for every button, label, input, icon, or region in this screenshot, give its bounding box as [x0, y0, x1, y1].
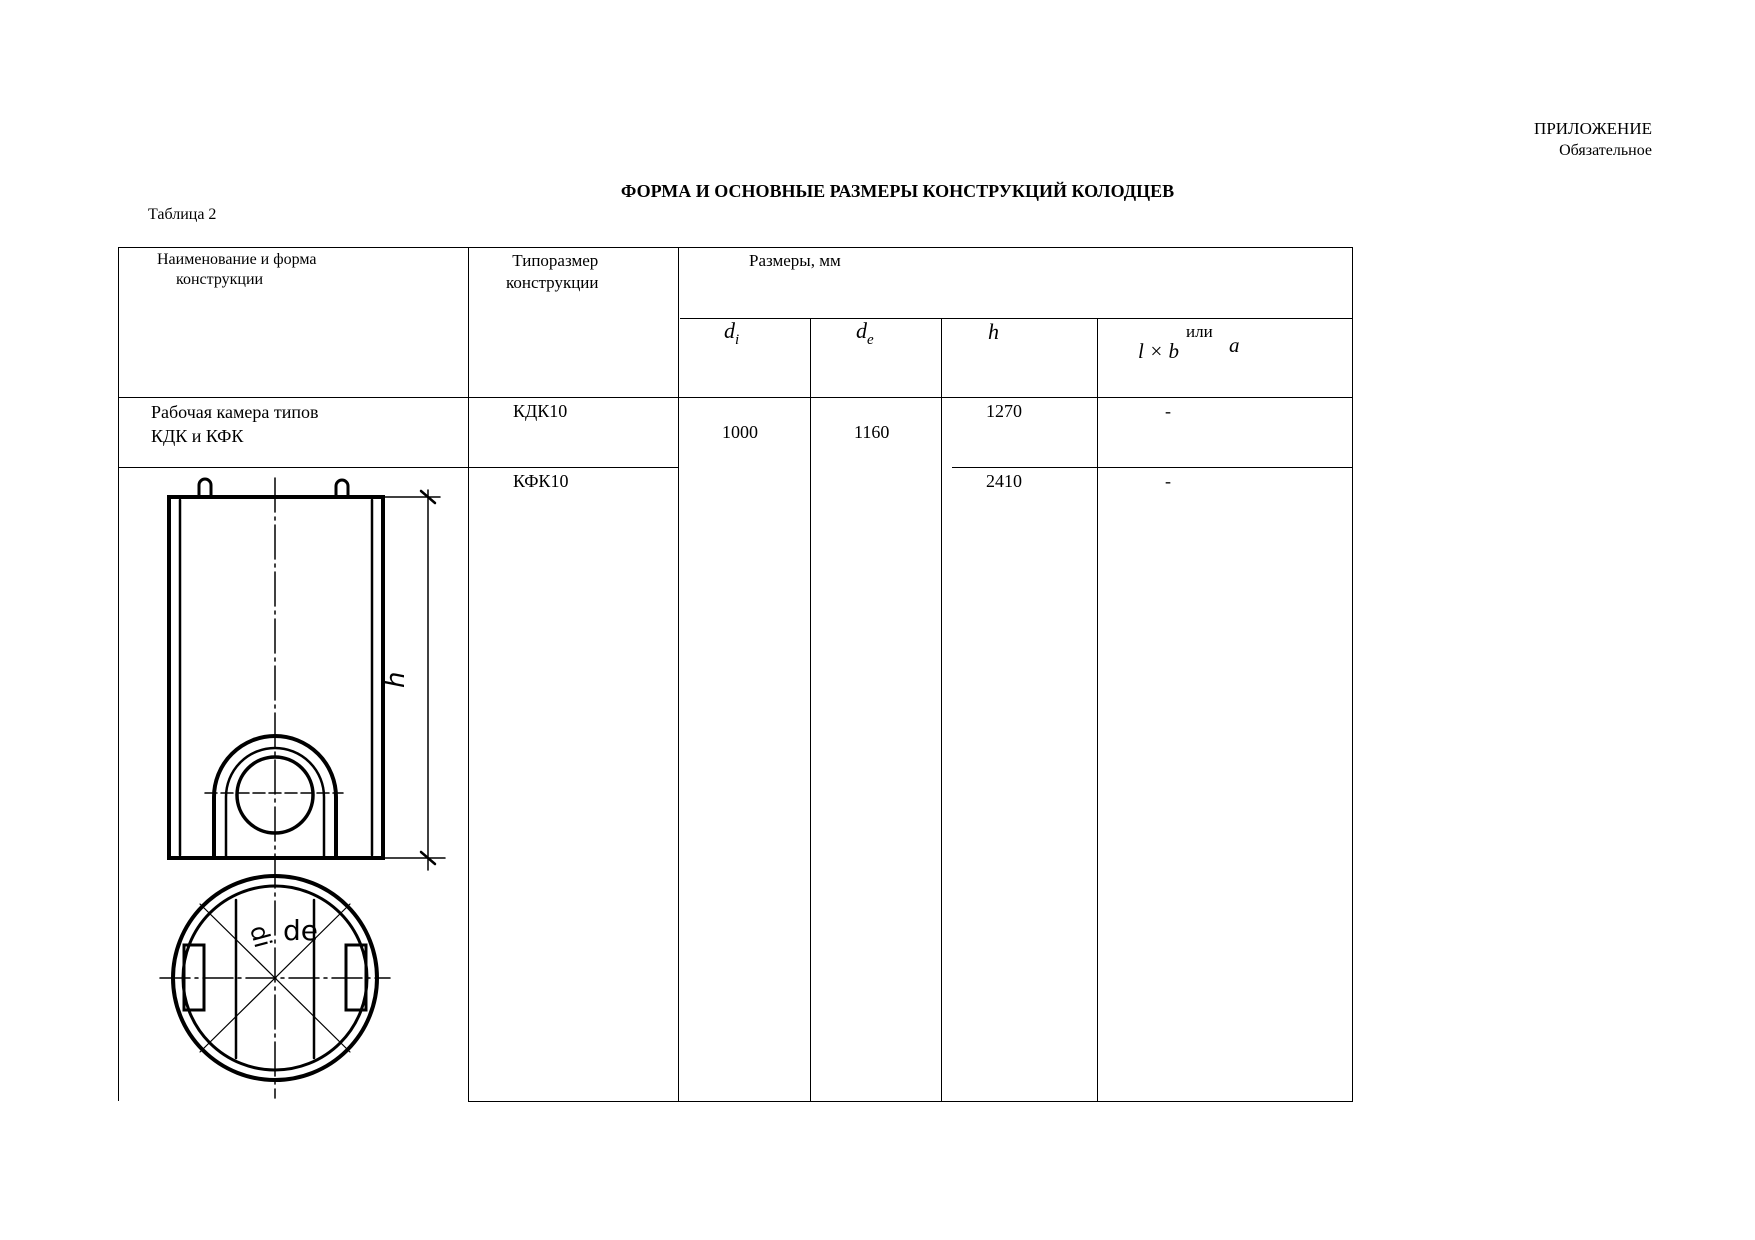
value-h-kdk10: 1270 — [986, 401, 1022, 421]
header-name — [157, 250, 316, 290]
header-de-base: d — [856, 318, 867, 343]
header-de-sub: e — [867, 332, 874, 348]
value-de: 1160 — [854, 422, 890, 442]
header-bottom-border — [118, 397, 1352, 398]
name-column-border — [468, 247, 469, 1102]
chamber-drawing — [150, 470, 460, 1100]
header-name-line1: Наименование и форма — [157, 251, 317, 268]
appendix-title: ПРИЛОЖЕНИЕ — [1534, 119, 1652, 138]
header-h: h — [988, 319, 999, 344]
value-h-kfk10: 2410 — [986, 471, 1022, 491]
table-left-border — [118, 247, 119, 1101]
table-bottom-border — [468, 1101, 1352, 1102]
header-a: a — [1229, 333, 1240, 357]
header-name-line2: конструкции — [176, 271, 264, 288]
page-title: ФОРМА И ОСНОВНЫЕ РАЗМЕРЫ КОНСТРУКЦИЙ КОЛОДЦЕВ — [620, 181, 1175, 201]
header-ili: или — [1186, 322, 1213, 341]
drawing-label-h: h — [381, 671, 411, 688]
de-column-border — [941, 318, 942, 1102]
header-dimensions: Размеры, мм — [749, 251, 841, 270]
di-column-border — [810, 318, 811, 1102]
type-column-border — [678, 247, 679, 1102]
row-divider-left — [118, 467, 678, 468]
header-lxb: l × b — [1138, 339, 1180, 363]
row-name-line1: Рабочая камера типов — [151, 402, 319, 422]
drawing-label-de: de — [283, 914, 318, 947]
row-divider-right — [952, 467, 1352, 468]
value-lb-kfk10: - — [1165, 471, 1171, 491]
value-lb-kdk10: - — [1165, 401, 1171, 421]
header-type — [506, 250, 599, 294]
appendix-status: Обязательное — [1559, 142, 1652, 159]
row-name-line2: КДК и КФК — [151, 426, 244, 446]
value-di: 1000 — [722, 422, 758, 442]
table-right-border — [1352, 247, 1353, 1102]
dimensions-subheader-border — [680, 318, 1352, 319]
drawing-label-di: di — [244, 922, 277, 951]
header-type-line2: конструкции — [506, 273, 599, 292]
header-di-base: d — [724, 318, 735, 343]
appendix-block — [1534, 118, 1652, 162]
row-name — [151, 400, 318, 448]
header-de — [856, 318, 874, 348]
table-top-border — [118, 247, 1352, 248]
lifting-loop-right — [336, 480, 348, 495]
lifting-loop-left — [199, 479, 211, 495]
header-di — [724, 318, 740, 348]
type-kfk10: КФК10 — [513, 471, 569, 491]
header-di-sub: i — [735, 332, 740, 348]
header-type-line1: Типоразмер — [512, 251, 599, 270]
chamber-body — [169, 497, 383, 858]
type-kdk10: КДК10 — [513, 401, 568, 421]
h-column-border — [1097, 318, 1098, 1102]
table-label: Таблица 2 — [148, 206, 217, 223]
